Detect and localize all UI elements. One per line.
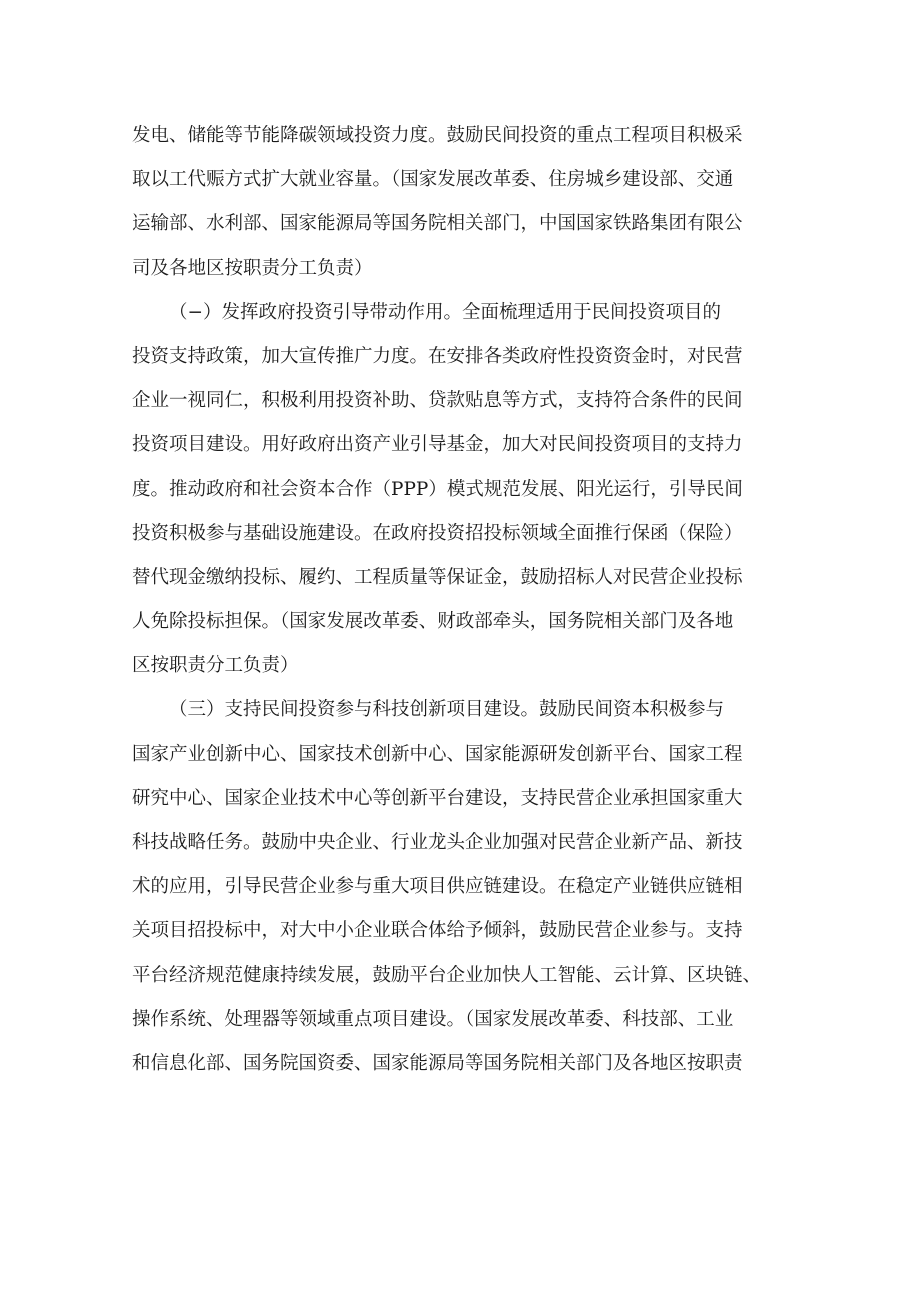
text-line: 科技战略任务。鼓励中央企业、行业龙头企业加强对民营企业新产品、新技: [132, 832, 743, 853]
text-line: 和信息化部、国务院国资委、国家能源局等国务院相关部门及各地区按职责: [132, 1052, 743, 1074]
text-line: 替代现金缴纳投标、履约、工程质量等保证金，鼓励招标人对民营企业投标: [132, 566, 743, 588]
text-line: 投资积极参与基础设施建设。在政府投资招投标领域全面推行保函（保险）: [132, 522, 743, 544]
text-line: 企业一视同仁，积极利用投资补助、贷款贴息等方式，支持符合条件的民间: [132, 390, 743, 412]
text-line: 区按职责分工负责）: [132, 655, 299, 677]
section-heading-line: （三）支持民间投资参与科技创新项目建设。鼓励民间资本积极参与: [169, 699, 725, 721]
text-line: 研究中心、国家企业技术中心等创新平台建设，支持民营企业承担国家重大: [132, 787, 743, 809]
text-line: 操作系统、处理器等领域重点项目建设。（国家发展改革委、科技部、工业: [132, 1008, 734, 1030]
text-line: 取以工代赈方式扩大就业容量。（国家发展改革委、住房城乡建设部、交通: [132, 169, 734, 191]
text-line: 发电、储能等节能降碳领域投资力度。鼓励民间投资的重点工程项目积极采: [132, 125, 743, 146]
text-line: 平台经济规范健康持续发展，鼓励平台企业加快人工智能、云计算、区块链、: [132, 964, 762, 986]
text-line: 运输部、水利部、国家能源局等国务院相关部门，中国国家铁路集团有限公: [132, 213, 743, 235]
text-line: 术的应用，引导民营企业参与重大项目供应链建设。在稳定产业链供应链相: [132, 876, 743, 898]
text-line: 投资项目建设。用好政府出资产业引导基金，加大对民间投资项目的支持力: [132, 434, 743, 456]
text-line: 司及各地区按职责分工负责）: [132, 257, 373, 279]
text-line: 投资支持政策，加大宣传推广力度。在安排各类政府性投资资金时，对民营: [132, 345, 743, 367]
text-line: 人免除投标担保。（国家发展改革委、财政部牵头，国务院相关部门及各地: [132, 611, 734, 633]
section-heading-line: （−）发挥政府投资引导带动作用。全面梳理适用于民间投资项目的: [169, 301, 722, 323]
document-body: [132, 114, 800, 1086]
text-line: 国家产业创新中心、国家技术创新中心、国家能源研发创新平台、国家工程: [132, 743, 743, 765]
text-line: 关项目招投标中，对大中小企业联合体给予倾斜，鼓励民营企业参与。支持: [132, 920, 743, 942]
text-line: 度。推动政府和社会资本合作（PPP）模式规范发展、阳光运行，引导民间: [132, 478, 743, 500]
